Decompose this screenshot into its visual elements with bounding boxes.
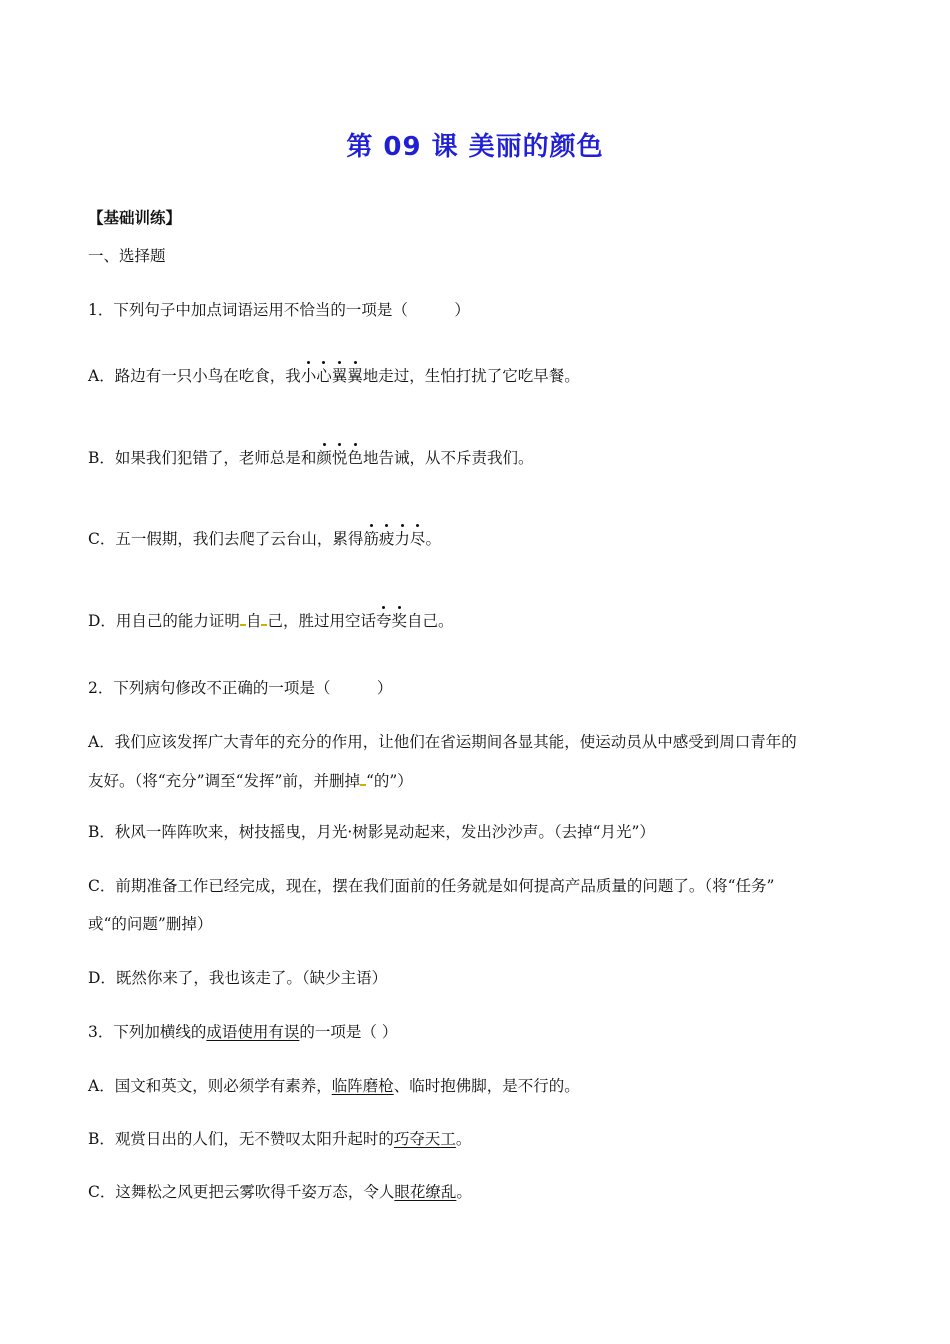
option-text: 。: [425, 530, 441, 548]
underlined-idiom: 巧夺天工: [393, 1130, 456, 1148]
question-1-stem: 1．下列句子中加点词语运用不恰当的一项是（ ）: [88, 301, 470, 319]
underlined-text: 成语使用有误: [206, 1023, 300, 1041]
dotted-char: 力: [394, 530, 410, 548]
dotted-char: 翼: [347, 367, 363, 385]
dotted-char: 筋: [363, 530, 379, 548]
option-text: D．用自己的能力证明: [88, 612, 240, 630]
option-text: C．这舞松之风更把云雾吹得千姿万态，令人: [88, 1183, 395, 1201]
part-heading: 一、选择题: [88, 247, 166, 265]
option-text: 自己。: [407, 612, 454, 630]
dotted-char: 色: [347, 449, 363, 467]
option-text: C．五一假期，我们去爬了云台山，累得: [88, 530, 364, 548]
question-3-stem: [88, 1022, 397, 1042]
option-text: A．国文和英文，则必须学有素养，: [88, 1077, 332, 1095]
question-2-option-a-line-2: [88, 770, 413, 791]
question-2-option-c-line-2: 或“的问题”删掉）: [88, 915, 213, 933]
option-text: 友好。（将“充分”调至“发挥”前，并删掉: [88, 772, 360, 790]
question-3-option-b: [88, 1129, 471, 1149]
question-2-option-a-line-1: A．我们应该发挥广大青年的充分的作用，让他们在省运期间各显其能，使运动员从中感受到周口青年的: [88, 733, 797, 751]
question-2-stem: 2．下列病句修改不正确的一项是（ ）: [88, 679, 393, 697]
stem-text: 的一项是（ ）: [299, 1023, 398, 1041]
question-1-option-b: [88, 448, 533, 468]
dotted-char: 小: [300, 367, 317, 385]
option-text: “的”）: [365, 772, 413, 790]
question-3-option-c: [88, 1182, 472, 1202]
section-heading: 【基础训练】: [88, 209, 182, 227]
underlined-idiom: 临阵磨枪: [331, 1077, 394, 1095]
dotted-char: 翼: [331, 367, 348, 385]
dotted-char: 颜: [316, 449, 332, 467]
option-text: 自: [245, 612, 262, 630]
question-2-option-b: B．秋风一阵阵吹来，树技摇曳，月光·树影晃动起来，发出沙沙声。（去掉“月光”）: [88, 823, 655, 841]
dotted-char: 奖: [391, 612, 407, 630]
option-text: 地走过，生怕打扰了它吃早餐。: [362, 367, 580, 385]
option-text: 地告诫，从不斥责我们。: [362, 449, 534, 467]
option-text: A．路边有一只小鸟在吃食，我: [88, 367, 301, 385]
page-title: 第 09 课 美丽的颜色: [346, 132, 604, 162]
question-1-option-a: [88, 366, 580, 386]
dotted-char: 夸: [375, 612, 392, 630]
option-text: 、临时抱佛脚，是不行的。: [393, 1077, 580, 1095]
option-text: 。: [455, 1130, 472, 1148]
stem-text: 3．下列加横线的: [88, 1023, 207, 1041]
question-3-option-a: [88, 1076, 580, 1096]
question-1-option-c: [88, 529, 441, 549]
dotted-char: 悦: [331, 449, 348, 467]
dotted-char: 疲: [378, 530, 395, 548]
option-text: B．如果我们犯错了，老师总是和: [88, 449, 317, 467]
option-text: 己，胜过用空话: [267, 612, 376, 630]
question-2-option-d: D．既然你来了，我也该走了。（缺少主语）: [88, 969, 388, 987]
underlined-idiom: 眼花缭乱: [394, 1183, 457, 1201]
question-2-option-c-line-1: C．前期准备工作已经完成，现在，摆在我们面前的任务就是如何提高产品质量的问题了。（将“任务”: [88, 877, 775, 895]
option-text: B．观赏日出的人们，无不赞叹太阳升起时的: [88, 1130, 394, 1148]
question-1-option-d: [88, 610, 454, 631]
option-text: 。: [456, 1183, 472, 1201]
dotted-char: 尽: [409, 530, 426, 548]
dotted-char: 心: [316, 367, 332, 385]
